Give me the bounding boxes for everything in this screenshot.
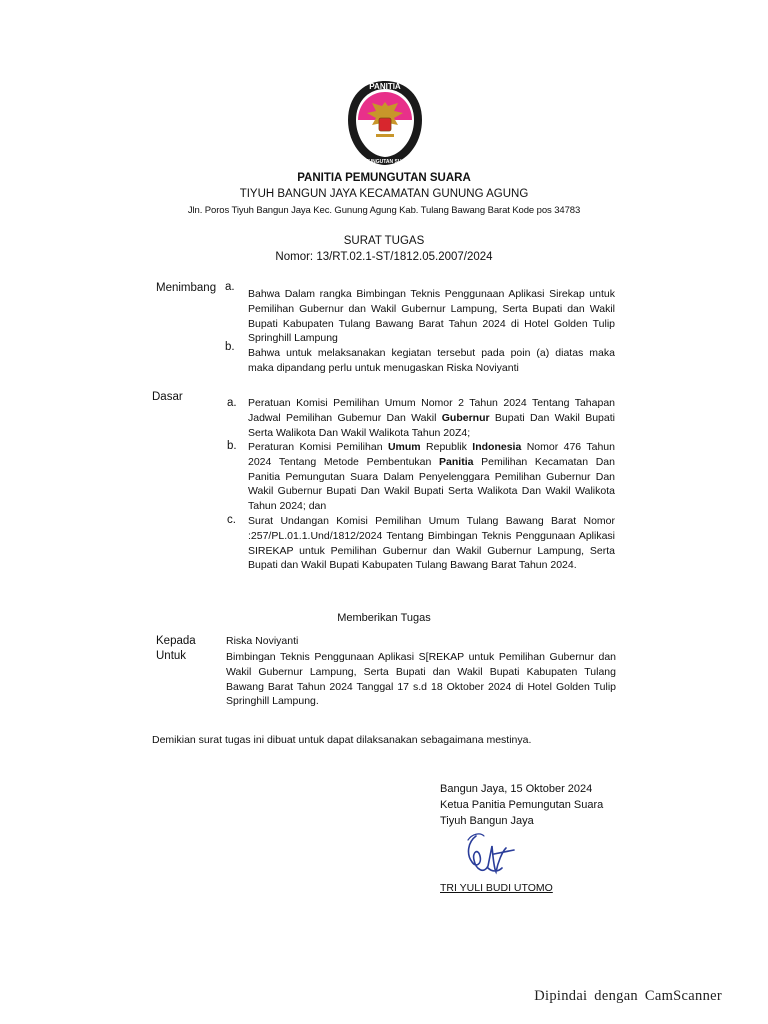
assignment-heading: Memberikan Tugas	[337, 612, 431, 624]
dasar-letter-b: b.	[227, 440, 237, 452]
kepada-value: Riska Noviyanti	[226, 635, 299, 647]
logo-top-text: PANITIA	[369, 82, 401, 91]
menimbang-item-a: Bahwa Dalam rangka Bimbingan Teknis Penggunaan Aplikasi Sirekap untuk Pemilihan Gubernur dan Wakil Gubernur Lampung, Serta Bupati dan Wakil Bupati Kabupaten Tulang Bawang Barat Tahun 2024 di Hotel Golden Tulip Springhill Lampung	[248, 288, 615, 345]
menimbang-letter-a: a.	[225, 281, 235, 293]
dasar-item-b: Peraturan Komisi Pemilihan Umum Republik Indonesia Nomor 476 Tahun 2024 Tentang Metode Pembentukan Panitia Pemilihan Kecamatan Dan Panitia Pemungutan Suara Dalam Penyelenggara Pemilihan Gubernur Dan Wakil Gubernur Bupati Dan Wakil Bupati Serta Walikota Dan Wakil Walikota Tahun 2024; dan	[248, 441, 615, 513]
menimbang-label: Menimbang	[156, 282, 217, 294]
menimbang-item-b: Bahwa untuk melaksanakan kegiatan tersebut pada poin (a) diatas maka maka dipandang perlu untuk menugaskan Riska Noviyanti	[248, 347, 615, 374]
org-subtitle: TIYUH BANGUN JAYA KECAMATAN GUNUNG AGUNG	[239, 188, 529, 200]
signature-org: Tiyuh Bangun Jaya	[440, 815, 534, 827]
letter-number: Nomor: 13/RT.02.1-ST/1812.05.2007/2024	[275, 251, 493, 263]
signature-place-date: Bangun Jaya, 15 Oktober 2024	[440, 783, 593, 795]
letter-type: SURAT TUGAS	[343, 235, 425, 247]
dasar-letter-c: c.	[227, 514, 236, 526]
org-title: PANITIA PEMUNGUTAN SUARA	[297, 172, 471, 184]
dasar-item-a: Peratuan Komisi Pemilihan Umum Nomor 2 Tahun 2024 Tentang Tahapan Jadwal Pemilihan Gubemur Dan Wakil Gubernur Bupati Dan Wakil Bupati Serta Walikota Dan Wakil Walikota Tahun 20Z4;	[248, 397, 615, 439]
logo-bottom-text: PEMUNGUTAN SUARA	[357, 159, 413, 165]
signatory-name: TRI YULI BUDI UTOMO	[440, 882, 553, 894]
handwritten-signature	[458, 828, 518, 880]
dasar-item-c: Surat Undangan Komisi Pemilihan Umum Tulang Bawang Barat Nomor :257/PL.01.1.Und/1812/2024 Tentang Bimbingan Teknis Penggunaan Aplikasi SIREKAP untuk Pemilihan Gubernur dan Wakil Gubernur Lampung, Serta Bupati dan Wakil Bupati Kabupaten Tulang Bawang Barat Tahun 2024.	[248, 515, 615, 572]
menimbang-letter-b: b.	[225, 341, 235, 353]
ppk-emblem-logo	[344, 78, 426, 168]
org-address: Jln. Poros Tiyuh Bangun Jaya Kec. Gunung Agung Kab. Tulang Bawang Barat Kode pos 34783	[187, 205, 581, 216]
kepada-label: Kepada	[156, 635, 196, 647]
dasar-letter-a: a.	[227, 397, 237, 409]
closing-statement: Demikian surat tugas ini dibuat untuk dapat dilaksanakan sebagaimana mestinya.	[152, 734, 532, 746]
dasar-label: Dasar	[152, 391, 183, 403]
untuk-value: Bimbingan Teknis Penggunaan Aplikasi S[REKAP untuk Pemilihan Gubernur dan Wakil Gubernur Lampung, Serta Bupati dan Wakil Bupati Kabupaten Tulang Bawang Barat Tahun 2024 Tanggal 17 s.d 18 Oktober 2024 di Hotel Golden Tulip Springhill Lampung.	[226, 651, 616, 708]
signature-role: Ketua Panitia Pemungutan Suara	[440, 799, 604, 811]
untuk-label: Untuk	[156, 650, 187, 662]
scanner-watermark: Dipindai dengan CamScanner	[534, 988, 722, 1004]
